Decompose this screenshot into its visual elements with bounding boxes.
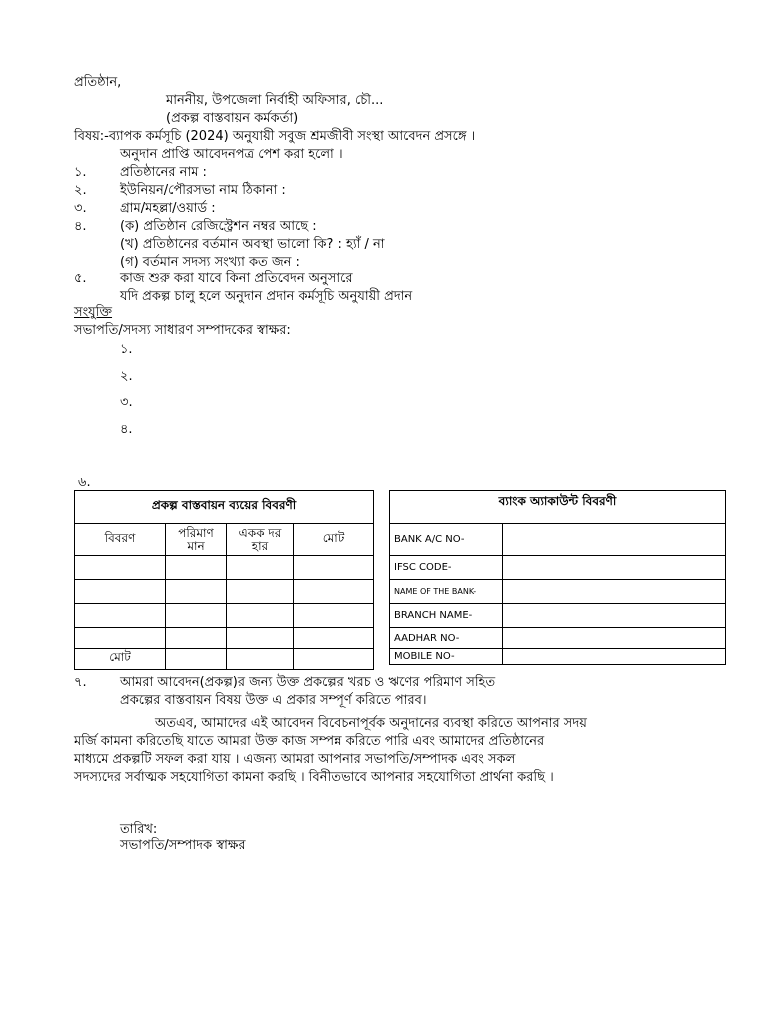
table-row [75,649,374,670]
cost-header-rate: একক দর হার [227,524,294,556]
members-heading: সভাপতি/সদস্য সাধারণ সম্পাদকের স্বাক্ষর: [74,323,291,338]
bank-ac-value [503,524,726,556]
cost-header-total: মোট [294,524,374,556]
field-2-num: ২. [74,183,87,198]
subject-part-a: ব্যাপক কর্মসূচি [108,129,182,144]
member-line-4: ৪. [120,422,133,437]
member-line-1: ১. [120,342,133,357]
signature-label: সভাপতি/সম্পাদক স্বাক্ষর [120,838,246,853]
field-1-text: প্রতিষ্ঠানের নাম : [120,165,207,180]
bank-name-label: NAME OF THE BANK- [390,580,503,604]
subject-prefix: বিষয়:- [74,129,109,144]
bank-table [389,490,726,665]
member-line-2: ২. [120,369,133,384]
field-4-text: (ক) প্রতিষ্ঠান রেজিস্ট্রেশন নম্বর আছে : [120,219,317,234]
table-row [75,556,374,580]
table-spacer [373,490,390,665]
bank-name-value [503,580,726,604]
section-heading: সংযুক্তি [74,305,113,320]
field-5-line-1: কাজ শুরু করা যাবে কিনা প্রতিবেদন অনুসারে [120,271,353,286]
cost-header-desc: বিবরণ [75,524,166,556]
mobile-value [503,649,726,665]
subject-year: (2024) [185,129,229,144]
subject-line-1 [74,129,475,145]
subject-part-b: অনুযায়ী সবুজ শ্রমজীবী সংস্থা আবেদন প্রসঙ্গে । [232,129,476,144]
date-label: তারিখ: [120,822,158,837]
subject-line-2: অনুদান প্রাপ্তি আবেদনপত্র পেশ করা হলো । [120,147,343,162]
field-7-line-1: আমরা আবেদন(প্রকল্প)র জন্য উক্ত প্রকল্পের খরচ ও ঋণের পরিমাণ সহিত [120,675,496,690]
field-4-num: ৪. [74,219,87,234]
field-1-num: ১. [74,165,87,180]
member-line-3: ৩. [120,395,133,410]
field-5-num: ৫. [74,271,87,286]
table-row [75,580,374,604]
field-7-line-2: প্রকল্পের বাস্তবায়ন বিষয় উক্ত এ প্রকার সম্পূর্ণ করিতে পারব। [120,693,427,708]
cost-table [74,490,374,670]
ifsc-label: IFSC CODE- [390,556,503,580]
field-6-num: ৬. [78,475,91,490]
bank-ac-label: BANK A/C NO- [390,524,503,556]
addressee-line-1: মাননীয়, উপজেলা নির্বাহী অফিসার, চৌ... [166,93,384,108]
field-7-num: ৭. [74,675,87,690]
field-5-line-2: যদি প্রকল্প চালু হলে অনুদান প্রদান কর্মসূচি অনুযায়ী প্রদান [120,289,413,304]
paragraph-line-1: অতএব, আমাদের এই আবেদন বিবেচনাপূর্বক অনুদানের ব্যবস্থা করিতে আপনার সদয় [155,716,587,731]
addressee-line-2: (প্রকল্প বাস্তবায়ন কর্মকর্তা) [166,111,299,126]
bank-table-title: ব্যাংক অ্যাকাউন্ট বিবরণী [390,491,726,524]
cost-table-title: প্রকল্প বাস্তবায়ন ব্যয়ের বিবরণী [75,491,374,524]
paragraph-line-3: মাধ্যমে প্রকল্পটি সফল করা যায় । এজন্য আমরা আপনার সভাপতি/সম্পাদক এবং সকল [74,752,516,767]
greeting: প্রতিষ্ঠান, [74,75,122,90]
paragraph-line-4: সদস্যদের সর্বাত্মক সহযোগিতা কামনা করছি । বিনীতভাবে আপনার সহযোগিতা প্রার্থনা করছি । [74,770,554,785]
branch-name-label: BRANCH NAME- [390,604,503,628]
table-row [75,628,374,649]
ifsc-value [503,556,726,580]
branch-name-value [503,604,726,628]
field-4b-text: (খ) প্রতিষ্ঠানের বর্তমান অবস্থা ভালো কি? : হ্যাঁ / না [120,237,385,252]
cost-header-qty: পরিমাণ মান [166,524,227,556]
field-3-num: ৩. [74,201,87,216]
table-row [75,604,374,628]
aadhar-label: AADHAR NO- [390,628,503,649]
cost-total-label: মোট [75,649,166,670]
paragraph-line-2: মর্জি কামনা করিতেছি যাতে আমরা উক্ত কাজ সম্পন্ন করিতে পারি এবং আমাদের প্রতিষ্ঠানের [74,734,545,749]
aadhar-value [503,628,726,649]
field-2-text: ইউনিয়ন/পৌরসভা নাম ঠিকানা : [120,183,286,198]
mobile-label: MOBILE NO- [390,649,503,665]
field-4c-text: (গ) বর্তমান সদস্য সংখ্যা কত জন : [120,255,300,270]
field-3-text: গ্রাম/মহল্লা/ওয়ার্ড : [120,201,216,216]
